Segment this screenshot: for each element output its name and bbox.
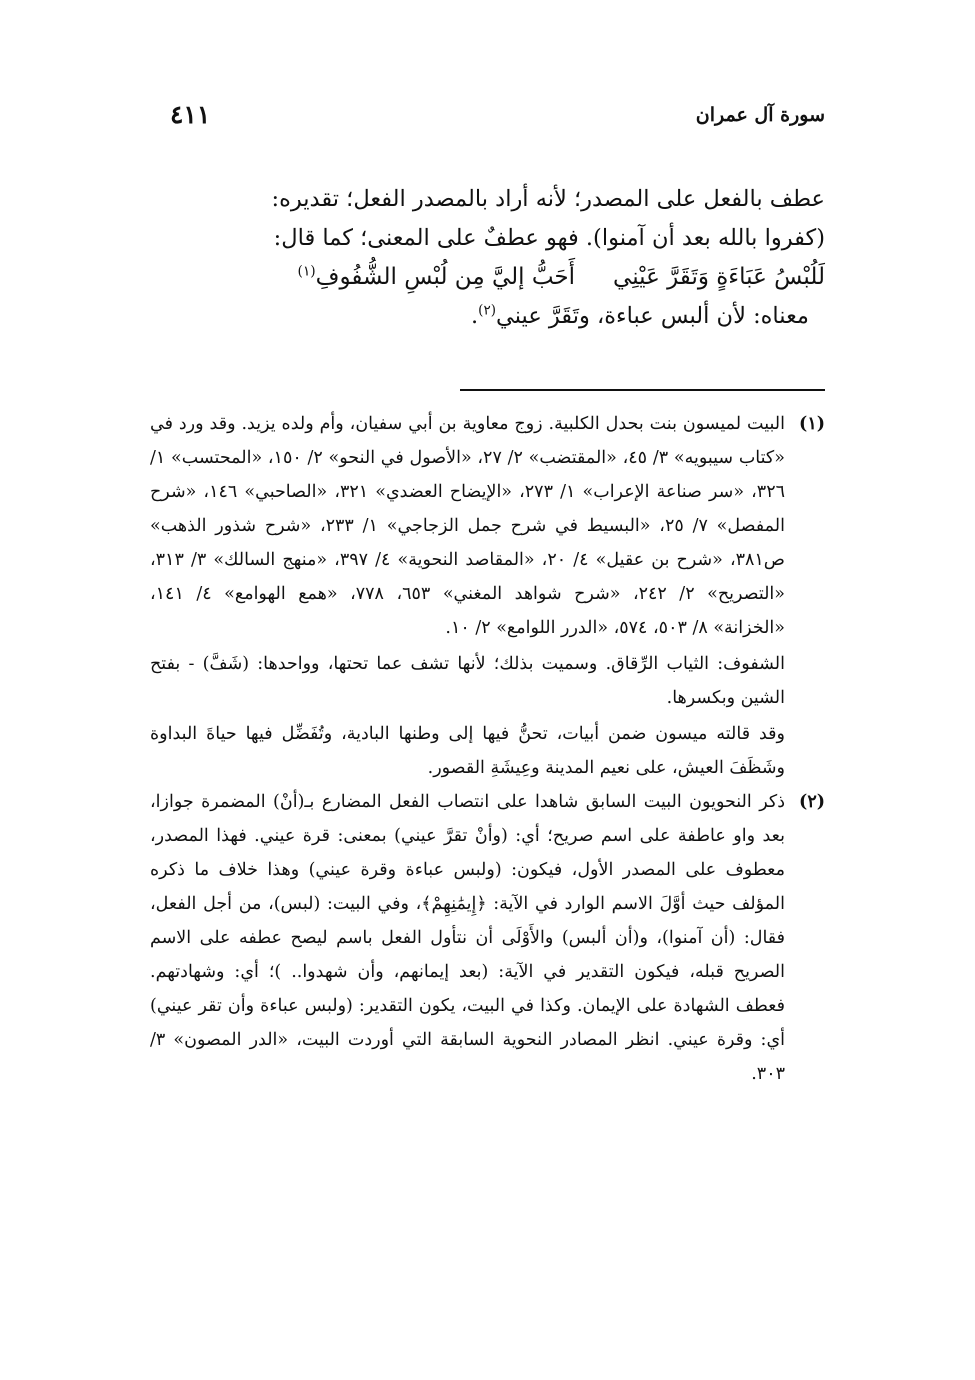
verse-first-hemistich: لَلُبْسُ عَبَاءَةٍ وَتَقَرَّ عَيْنِي [613,264,825,290]
footnote-paragraph: وقد قالته ميسون ضمن أبيات، تحنُّ فيها إلى وطنها البادية، وتُفَضِّل فيها حياةَ البداوة وشَظَفَ العيش، على نعيم المدينة وعِيشَةِ القصور. [150,724,785,778]
surah-title: سورة آل عمران [695,104,825,126]
footnote-marker: (٢) [478,302,496,319]
footnote-separator [460,389,825,391]
main-line: (كفروا بالله بعد أن آمنوا). فهو عطفٌ على المعنى؛ كما قال: [273,225,825,251]
footnote-paragraph: الشفوف: الثياب الرِّقاق. وسميت بذلك؛ لأنها تشف عما تحتها، وواحدها: (شَفَّ) - بفتح الشين وبكسرها. [150,654,785,708]
meaning-text: معناه: لأن ألبس عباءة، وتَقَرَّ عيني [495,303,809,329]
meaning-end: . [471,303,479,329]
footnote-paragraph: البيت لميسون بنت بحدل الكلبية. زوج معاوية بن أبي سفيان، وأم ولده يزيد. وقد ورد في «كتاب سيبويه» ٣/ ٤٥، «المقتضب» ٢/ ٢٧، «الأصول في النحو» ٢/ ١٥٠، «المحتسب» ١/ ٣٢٦، «سر صناعة الإعراب» ١/ ٢٧٣، «الإيضاح العضدي» ٣٢١، «الصاحبي» ١٤٦، «شرح المفصل» ٧/ ٢٥، «البسيط في شرح جمل الزجاجي» ١/ ٢٣٣، «شرح شذور الذهب» ص٣٨١، «شرح بن عقيل» ٤/ ٢٠، «المقاصد النحوية» ٤/ ٣٩٧، «منهج السالك» ٣/ ٣١٣، «التصريح» ٢/ ٢٤٢، «شرح شواهد المغني» ٦٥٣، ٧٧٨، «همع الهوامع» ٤/ ١٤١، «الخزانة» ٨/ ٥٠٣، ٥٧٤، «الدرر اللوامع» ٢/ ١٠. [150,414,785,638]
footnote-marker: (١) [297,263,316,280]
footnote-body [150,407,785,785]
footnote-number: (١) [799,414,825,434]
main-text [150,180,825,336]
page-header [150,96,825,136]
main-line: عطف بالفعل على المصدر؛ لأنه أراد بالمصدر الفعل؛ تقديره: [271,186,825,212]
poetry-verse [150,258,825,297]
footnote-body [150,785,785,1091]
footnote-paragraph: ذكر النحويون البيت السابق شاهدا على انتصاب الفعل المضارع بـ(أنْ) المضمرة جوازا، بعد واو عاطفة على اسم صريح؛ أي: (وأنْ تقرَّ عيني) بمعنى: قرة عيني. فهذا المصدر، معطوف على المصدر الأول، فيكون: (ولبس عباءة وقرة عيني) وهذا خلاف ما ذكره المؤلف حيث أوَّلَ الاسم الوارد في الآية: ﴿إِيمَٰنِهِمْ﴾، وفي البيت: (لبس)، من أجل الفعل، فقال: (أن آمنوا)، و(أن ألبس) والأَوْلَى أن نتأول الفعل باسم ليصح عطفه على الاسم الصريح قبله، فيكون التقدير في الآية: (بعد إيمانهم، وأن شهدوا.. )؛ أي: وشهادتهم. فعطف الشهادة على الإيمان. وكذا في البيت، يكون التقدير: (ولبس عباءة وأن تقر عيني) أي: وقرة عيني. انظر المصادر النحوية السابقة التي أوردت البيت، «الدر المصون» ٣/ ٣٠٣. [150,792,785,1084]
footnote-2 [150,785,825,1091]
meaning-line [150,297,825,336]
footnote-number: (٢) [799,792,825,812]
page-number: ٤١١ [170,100,211,129]
footnote-1 [150,407,825,785]
verse-second-hemistich: أَحَبُّ إليَّ مِن لُبْسِ الشُّفُوفِ [315,264,576,290]
footnotes [150,407,825,1091]
